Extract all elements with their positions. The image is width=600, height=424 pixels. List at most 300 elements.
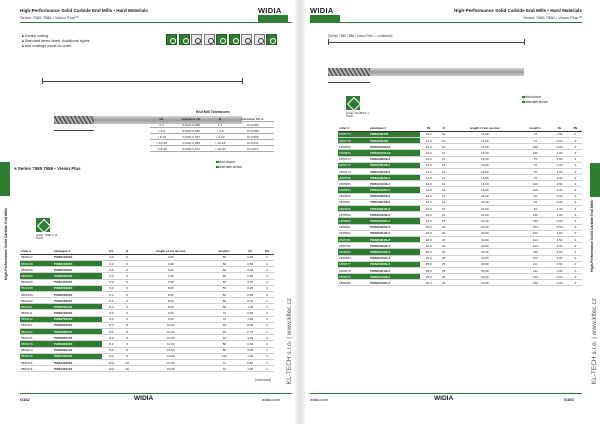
feature-bullets [22, 34, 89, 48]
table-cell: 4 [260, 285, 274, 291]
table-cell: 10,00 [133, 329, 208, 335]
table-cell: 0,50 [241, 273, 260, 279]
table-cell: 1856562 [338, 230, 369, 236]
table-cell: 0,75 [241, 298, 260, 304]
table-cell: 1856555 [338, 181, 369, 187]
table-cell: 4,0 [102, 273, 121, 279]
table-cell: 0,50 [551, 144, 569, 150]
table-cell: 16,00 [450, 150, 520, 156]
table-cell: 7586120100LZ [369, 181, 420, 187]
table-cell: 80 [208, 341, 241, 347]
table-cell: 16,00 [133, 359, 208, 365]
table-cell: 6,0 [102, 291, 121, 297]
footer-rule [20, 393, 292, 394]
table-cell: 2,00 [551, 206, 569, 212]
table-cell: 4 [260, 335, 274, 341]
table-cell: 2565777 [338, 131, 369, 137]
product-rows-right [338, 131, 582, 286]
geometry-icon [204, 34, 215, 45]
table-cell: 16,00 [450, 175, 520, 181]
table-cell: 4 [568, 144, 582, 150]
table-cell: 8,0 [102, 322, 121, 328]
table-cell: 120 [520, 181, 551, 187]
table-cell: 4 [568, 224, 582, 230]
table-cell: 4 [260, 353, 274, 359]
table-cell: 5860018 [20, 260, 53, 266]
table-cell: 4 [260, 316, 274, 322]
table-cell: 10 [438, 137, 450, 143]
table-cell: 5862109 [20, 291, 53, 297]
table-cell: 12,00 [133, 353, 208, 359]
footer-url: widia.com [262, 397, 280, 402]
tolerance-cell: > 10-18 [150, 140, 173, 146]
legend-alternate-choice [522, 100, 548, 105]
table-cell: 25 [438, 267, 450, 273]
material-icon [179, 34, 190, 45]
table-cell: 8,0 [102, 341, 121, 347]
table-cell: 24,00 [450, 199, 520, 205]
table-cell: 8,0 [102, 329, 121, 335]
table-cell: 16,00 [450, 137, 520, 143]
logo-word: WIDIA [310, 6, 334, 15]
table-cell: 2565779 [338, 162, 369, 168]
tool-flute [54, 116, 94, 124]
table-cell: 25,0 [420, 274, 438, 280]
table-cell: 1,00 [551, 274, 569, 280]
col-header: D [438, 127, 450, 131]
table-cell: 72 [520, 131, 551, 137]
table-cell: 5862114 [20, 335, 53, 341]
table-cell: 7586100015Z [369, 131, 420, 137]
table-cell: 7586100010Z [53, 353, 102, 359]
table-cell: 24,00 [450, 218, 520, 224]
table-cell: 0,50 [241, 359, 260, 365]
tolerance-cell: > 18-30 [209, 146, 232, 152]
footer-rule [310, 393, 582, 394]
material-icon [166, 34, 177, 45]
table-cell: 4 [568, 156, 582, 162]
table-cell: 4,00 [133, 260, 208, 266]
table-cell: 0,50 [551, 156, 569, 162]
table-cell: 4 [568, 175, 582, 181]
page-number: G163 [564, 397, 574, 402]
table-cell: 76 [520, 162, 551, 168]
table-cell: 12 [438, 156, 450, 162]
table-cell: 12 [438, 168, 450, 174]
table-cell: 8,00 [133, 285, 208, 291]
table-cell: 1,00 [241, 347, 260, 353]
table-cell: 30,00 [450, 230, 520, 236]
table-cell: 6,0 [102, 298, 121, 304]
table-cell: 0,50 [551, 261, 569, 267]
tol-header: D1 [150, 116, 173, 122]
table-cell: 1856553 [338, 150, 369, 156]
table-cell: 4 [568, 218, 582, 224]
table-cell: 1856554 [338, 187, 369, 193]
table-cell: 3,0 [102, 254, 121, 260]
table-cell: 16,00 [450, 181, 520, 187]
table-cell: 7586020005Z [53, 267, 102, 273]
table-cell: 104 [520, 224, 551, 230]
table-cell: 1,00 [551, 230, 569, 236]
table-cell: 20 [438, 230, 450, 236]
table-cell: 5862110 [20, 298, 53, 304]
table-cell: 12,0 [420, 175, 438, 181]
table-cell: 16 [438, 218, 450, 224]
table-cell: 4 [260, 273, 274, 279]
tolerance-cell: 0/-0,008 [232, 128, 274, 134]
table-cell: 150 [520, 249, 551, 255]
logo-hanita: HANITA [311, 25, 332, 30]
tolerance-cell: -0,040/-0,073 [173, 146, 208, 152]
table-cell: 100 [520, 144, 551, 150]
table-cell: 150 [520, 274, 551, 280]
bullet-item: ■ Standard items listed. Additional styles [22, 39, 89, 44]
legend-label: first choice [525, 95, 541, 99]
table-cell: 1856578 [338, 267, 369, 273]
table-cell: 2565782 [338, 243, 369, 249]
table-cell: 4 [260, 322, 274, 328]
tolerance-cell: > 3-6 [150, 128, 173, 134]
table-cell: 7586160101LZ [369, 218, 420, 224]
table-cell: 10,0 [420, 144, 438, 150]
table-cell: 12 [438, 187, 450, 193]
grade-coating: TiAlN [346, 114, 353, 119]
table-cell: 16,00 [450, 162, 520, 168]
table-cell: 0,75 [241, 329, 260, 335]
table-cell: 4 [260, 304, 274, 310]
table-cell: 50 [208, 273, 241, 279]
table-cell: 1,00 [241, 353, 260, 359]
table-cell: 0,25 [241, 285, 260, 291]
table-cell: 7586050010Z [53, 304, 102, 310]
table-cell: 150 [520, 212, 551, 218]
table-cell: 20 [438, 224, 450, 230]
table-cell: 7586050007Z [53, 298, 102, 304]
table-cell: 50 [208, 267, 241, 273]
table-cell: 6 [121, 304, 134, 310]
table-cell: 63 [208, 335, 241, 341]
table-cell: 8,00 [133, 298, 208, 304]
table-cell: 7586010005Z [53, 260, 102, 266]
table-cell: 9,00 [133, 310, 208, 316]
table-cell: 5860025 [20, 279, 53, 285]
table-cell: 4 [260, 310, 274, 316]
table-cell: 5859011 [20, 310, 53, 316]
table-cell: 16 [438, 206, 450, 212]
col-header: catalogue # [53, 250, 102, 254]
table-cell: 121 [520, 267, 551, 273]
tolerance-row [150, 146, 274, 152]
table-cell: 7586200101LZ [369, 255, 420, 261]
table-cell: 2565778 [338, 137, 369, 143]
table-cell: 4 [568, 181, 582, 187]
table-cell: 4 [260, 341, 274, 347]
table-cell: 4 [260, 291, 274, 297]
table-cell: 1,00 [241, 335, 260, 341]
table-cell: 25,0 [420, 267, 438, 273]
table-cell: 6 [121, 260, 134, 266]
table-cell: 92 [520, 206, 551, 212]
table-cell: 7586200015LZ [369, 236, 420, 242]
table-cell: 4,00 [133, 254, 208, 260]
legend-alternate-choice [216, 165, 242, 170]
table-cell: 5860020 [20, 267, 53, 273]
table-cell: 6 [121, 298, 134, 304]
table-cell: 20 [438, 243, 450, 249]
table-cell: 1,00 [551, 267, 569, 273]
table-cell: 7586160100LZ [369, 212, 420, 218]
tolerance-cell: 0/-0,009 [232, 134, 274, 140]
table-cell: 1,00 [241, 366, 260, 372]
table-cell: 4 [260, 366, 274, 372]
table-cell: 7586090005Z [53, 341, 102, 347]
table-cell: 7586050002Z [53, 285, 102, 291]
product-table-right [338, 127, 582, 286]
tol-header: tolerance h6 +/- [232, 116, 274, 122]
table-cell: 0,50 [551, 193, 569, 199]
table-cell: 0,50 [551, 181, 569, 187]
table-cell: 5862108 [20, 285, 53, 291]
table-cell: 12,00 [133, 347, 208, 353]
col-header: length L [208, 250, 241, 254]
side-section-label: High-Performance Solid Carbide End Mills [4, 208, 8, 281]
table-cell: 1856559 [338, 212, 369, 218]
logo-word: WIDIA [258, 6, 282, 15]
table-cell: 8 [121, 322, 134, 328]
logo-bar [310, 15, 340, 30]
table-cell: 4 [260, 359, 274, 365]
col-header: Rε [551, 127, 569, 131]
section-tab [590, 163, 600, 197]
table-cell: 16,0 [420, 218, 438, 224]
table-cell: 10,0 [420, 131, 438, 137]
table-cell: 9,00 [133, 316, 208, 322]
table-cell: 6 [121, 285, 134, 291]
tool-shank [370, 68, 524, 76]
col-header: D1 [420, 127, 438, 131]
table-cell: 4 [568, 187, 582, 193]
table-cell: 10,00 [133, 322, 208, 328]
tolerance-cell: 0/-0,013 [232, 146, 274, 152]
kl-tech-imprint: KL-TECH s.r.o. | www.kltec.cz [591, 298, 598, 385]
shank-icon [241, 34, 252, 45]
table-cell: 1,00 [551, 199, 569, 205]
table-cell: 4 [260, 298, 274, 304]
legend-label: alternate choice [525, 99, 549, 104]
table-cell: 6 [121, 279, 134, 285]
grade-icon [346, 96, 360, 110]
tolerance-rows [150, 122, 274, 152]
table-cell: 20,0 [420, 230, 438, 236]
table-cell: 20,0 [420, 236, 438, 242]
table-cell: 4 [568, 274, 582, 280]
table-cell: 10 [121, 359, 134, 365]
table-cell: 7586200100LZ [369, 249, 420, 255]
table-cell: 20,0 [420, 255, 438, 261]
table-cell: 1856561 [338, 224, 369, 230]
col-header: ZN [260, 250, 274, 254]
table-cell: 10,00 [133, 335, 208, 341]
table-cell: 1856172 [338, 156, 369, 162]
table-cell: 8,0 [102, 335, 121, 341]
table-cell: 7586250100LZ [369, 274, 420, 280]
table-cell: 150 [520, 255, 551, 261]
table-cell: 30,00 [450, 249, 520, 255]
table-cell: 12 [438, 181, 450, 187]
footer-logo: WIDIA [134, 395, 154, 402]
table-cell: 1,50 [551, 168, 569, 174]
table-cell: 4 [568, 150, 582, 156]
table-cell: 7586250010LZ [369, 267, 420, 273]
table-cell: 2,00 [551, 255, 569, 261]
table-cell: 8,0 [102, 353, 121, 359]
table-cell: 4 [260, 260, 274, 266]
table-cell: 7586010002Z [53, 254, 102, 260]
application-icons [166, 34, 277, 45]
col-header: catalogue # [369, 127, 420, 131]
table-cell: 16,00 [450, 168, 520, 174]
spine-gutter [293, 0, 307, 424]
table-cell: 4 [568, 255, 582, 261]
tolerance-cell: > 6-10 [150, 134, 173, 140]
table-cell: 4 [260, 329, 274, 335]
table-cell: 0,50 [241, 310, 260, 316]
table-cell: 1856558 [338, 206, 369, 212]
header-logo [310, 6, 340, 30]
table-cell: 5859015 [20, 353, 53, 359]
tolerance-cell: > 18-30 [150, 146, 173, 152]
table-cell: 12,0 [420, 156, 438, 162]
table-cell: 16,00 [450, 144, 520, 150]
table-cell: 150 [520, 218, 551, 224]
product-table-left [20, 250, 274, 372]
table-cell: 4,0 [102, 267, 121, 273]
table-cell: 0,50 [241, 322, 260, 328]
table-cell: 12,0 [420, 162, 438, 168]
page-number: G162 [20, 397, 30, 402]
tolerance-cell: ≤ 3 [209, 122, 232, 128]
grade-name: grade: TiA-BNLT-1 [346, 111, 369, 115]
table-cell: 7586080010Z [53, 335, 102, 341]
table-cell: 7586080005Z [53, 322, 102, 328]
flute-icon [266, 34, 277, 45]
table-cell: 24,00 [450, 206, 520, 212]
table-cell: 92 [520, 199, 551, 205]
section-title: ■ Series 7585 7586 • Vision Plus [14, 166, 81, 171]
table-cell: 4 [568, 280, 582, 286]
tol-header: tolerance e8 [173, 116, 208, 122]
bullet-item: ■ Centre cutting. [22, 34, 89, 39]
table-cell: 7586120020LZ [369, 175, 420, 181]
header-rule [310, 22, 582, 23]
table-cell: 1856564 [338, 255, 369, 261]
table-cell: 20 [438, 236, 450, 242]
table-cell: 1856577 [338, 261, 369, 267]
table-cell: 30,00 [450, 274, 520, 280]
logo-hanita: HANITA [259, 25, 280, 30]
table-cell: 12 [438, 162, 450, 168]
table-cell: 6 [121, 316, 134, 322]
table-cell: 121 [520, 261, 551, 267]
footer-logo: WIDIA [434, 395, 454, 402]
operation-icon [229, 34, 240, 45]
table-cell: 10,0 [420, 150, 438, 156]
continued-note: (continued) [255, 378, 271, 382]
table-cell: 4 [568, 236, 582, 242]
tolerance-cell: 0/-0,011 [232, 140, 274, 146]
table-cell: 7586100100AZ [369, 144, 420, 150]
table-cell: 7586100020Z [369, 137, 420, 143]
table-cell: 30,00 [450, 224, 520, 230]
table-cell: 2,00 [551, 218, 569, 224]
table-cell: 7586120015LZ [369, 168, 420, 174]
table-cell: 2,00 [551, 280, 569, 286]
table-row [20, 366, 274, 372]
table-cell: 4 [568, 162, 582, 168]
table-cell: 3,0 [102, 260, 121, 266]
tolerance-cell: -0,032/-0,059 [173, 140, 208, 146]
table-cell: 4 [568, 267, 582, 273]
table-cell: 0,50 [241, 260, 260, 266]
table-cell: 76 [520, 156, 551, 162]
grade-name: grade: 7586 4-T1 [36, 233, 58, 237]
left-page-subtitle: Series 7585 7586 • Vision Plus™ [20, 15, 79, 20]
table-cell: 1856560 [338, 218, 369, 224]
table-cell: 2,00 [551, 243, 569, 249]
table-cell: 5866276 [20, 341, 53, 347]
header-rule [20, 22, 292, 23]
table-cell: 7586200020LZ [369, 243, 420, 249]
tolerance-cell: > 6-10 [209, 134, 232, 140]
table-cell: 104 [520, 236, 551, 242]
table-cell: 16,0 [420, 199, 438, 205]
alternate-choice-icon [522, 101, 525, 104]
col-header: order # [338, 127, 369, 131]
table-cell: 16,0 [420, 206, 438, 212]
table-cell: 72 [208, 366, 241, 372]
logo-bar [258, 15, 288, 30]
table-cell: 4 [568, 193, 582, 199]
table-cell: 4 [568, 206, 582, 212]
table-cell: 6 [121, 291, 134, 297]
table-cell: 4 [568, 168, 582, 174]
table-cell: 10 [438, 144, 450, 150]
table-cell: 104 [520, 230, 551, 236]
table-cell: 1856557 [338, 199, 369, 205]
table-cell: 1,00 [241, 304, 260, 310]
table-cell: 7586100101AZ [369, 150, 420, 156]
table-cell: 4 [568, 131, 582, 137]
table-cell: 1,00 [551, 187, 569, 193]
table-cell: 50 [208, 304, 241, 310]
table-cell: 25 [438, 274, 450, 280]
continued-title: (Series 7585 7586 • Vision Plus — continued) [328, 34, 393, 38]
table-cell: 7586030005Z [53, 273, 102, 279]
table-cell: 12,00 [133, 341, 208, 347]
legend-label: alternate choice [219, 164, 243, 169]
table-cell: 8,00 [133, 291, 208, 297]
table-cell: 1856552 [338, 144, 369, 150]
table-row [338, 280, 582, 286]
table-cell: 0,50 [241, 279, 260, 285]
product-rows-left [20, 254, 274, 372]
table-cell: 0,50 [241, 267, 260, 273]
table-cell: 1,00 [551, 212, 569, 218]
tolerance-cell: -0,025/-0,047 [173, 134, 208, 140]
table-cell: 6,00 [133, 267, 208, 273]
table-cell: 7586070005Z [53, 310, 102, 316]
